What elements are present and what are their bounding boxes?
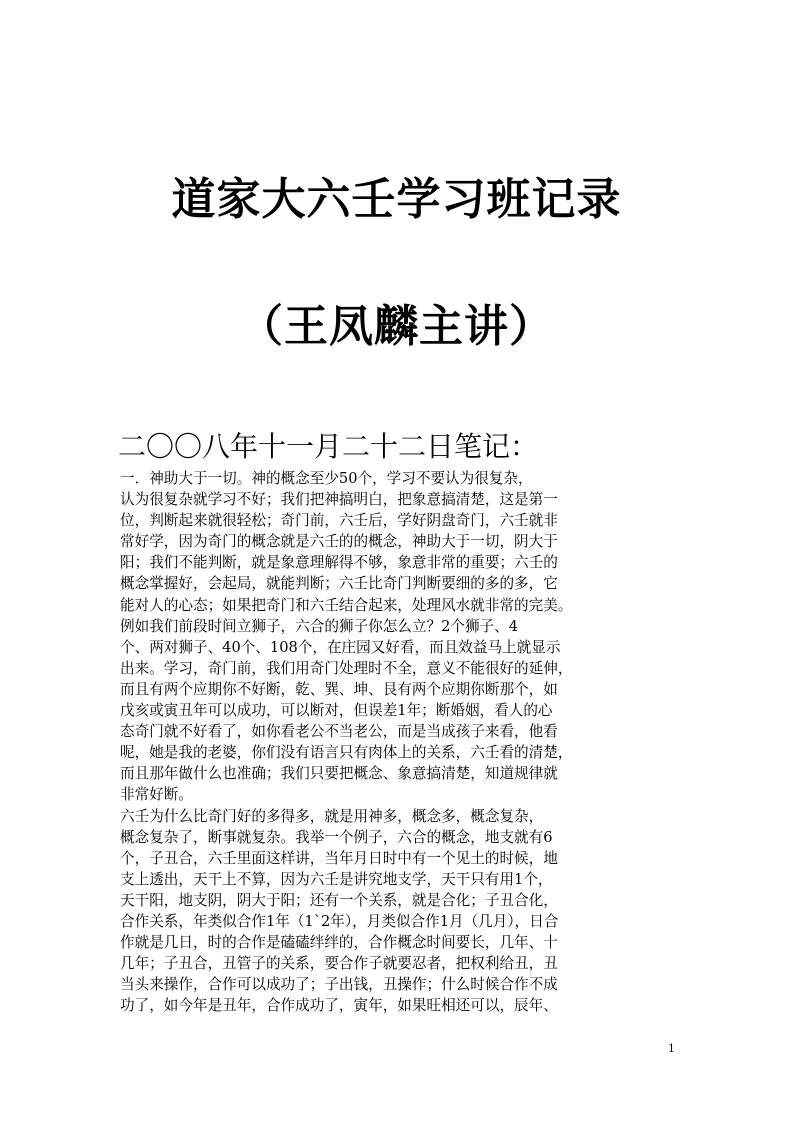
document-title: 道家大六壬学习班记录 [171,174,622,225]
page-number: 1 [668,1042,675,1055]
text-line: 概念复杂了，断事就复杂。我举一个例子，六合的概念，地支就有6 [120,828,553,846]
text-line: 天干阳，地支阴，阴大于阳；还有一个关系，就是合化；子丑合化， [120,891,558,909]
text-line: 六壬为什么比奇门好的多得多，就是用神多，概念多，概念复杂， [120,807,544,825]
text-line: 态奇门就不好看了，如你看老公不当老公，而是当成孩子来看，他看 [120,723,558,741]
section-heading: 二〇〇八年十一月二十二日笔记： [118,430,539,463]
text-line: 当头来操作，合作可以成功了；子出钱，丑操作；什么时候合作不成 [120,976,558,994]
text-line: 功了，如今年是丑年，合作成功了，寅年，如果旺相还可以，辰年、 [120,997,558,1015]
text-line: 阳；我们不能判断，就是象意理解得不够，象意非常的重要；六壬的 [120,554,558,572]
text-line: 几年；子丑合，丑管子的关系，要合作子就要忍者，把权利给丑，丑 [120,955,558,973]
text-line: 例如我们前段时间立狮子，六合的狮子你怎么立？2个狮子、4 [120,617,519,635]
text-line: 位，判断起来就很轻松；奇门前，六壬后，学好阴盘奇门，六壬就非 [120,512,558,530]
text-line: 呢，她是我的老婆，你们没有语言只有肉体上的关系，六壬看的清楚， [120,744,573,762]
document-subtitle: （王凤麟主讲） [239,301,554,352]
text-line: 出来。学习，奇门前，我们用奇门处理时不全，意义不能很好的延伸， [120,659,573,677]
text-line: 而且有两个应期你不好断，乾、巽、坤、艮有两个应期你断那个，如 [120,680,558,698]
text-line: 而且那年做什么也准确；我们只要把概念、象意搞清楚，知道规律就 [120,765,558,783]
text-line: 概念掌握好，会起局，就能判断；六壬比奇门判断要细的多的多，它 [120,575,558,593]
text-line: 合作关系，年类似合作1年（1`2年），月类似合作1月（几月），日合 [120,912,559,930]
text-line: 个，子丑合，六壬里面这样讲，当年月日时中有一个见土的时候，地 [120,849,558,867]
body-text [120,468,620,1016]
text-line: 作就是几日，时的合作是磕磕绊绊的，合作概念时间要长，几年、十 [120,934,558,952]
text-line: 常好学，因为奇门的概念就是六壬的的概念，神助大于一切，阴大于 [120,533,558,551]
text-line: 能对人的心态；如果把奇门和六壬结合起来，处理风水就非常的完美。 [120,596,573,614]
text-line: 个、两对狮子、40个、108个，在庄园又好看，而且效益马上就显示 [120,638,561,656]
text-line: 一．神助大于一切。神的概念至少50个，学习不要认为很复杂， [120,470,533,487]
text-line: 非常好断。 [120,786,193,804]
text-line: 支上透出，天干上不算，因为六壬是讲究地支学，天干只有用1个， [120,870,553,888]
text-line: 戊亥或寅丑年可以成功，可以断对，但误差1年；断婚姻，看人的心 [120,702,553,720]
text-line: 认为很复杂就学习不好；我们把神搞明白，把象意搞清楚，这是第一 [120,491,558,509]
